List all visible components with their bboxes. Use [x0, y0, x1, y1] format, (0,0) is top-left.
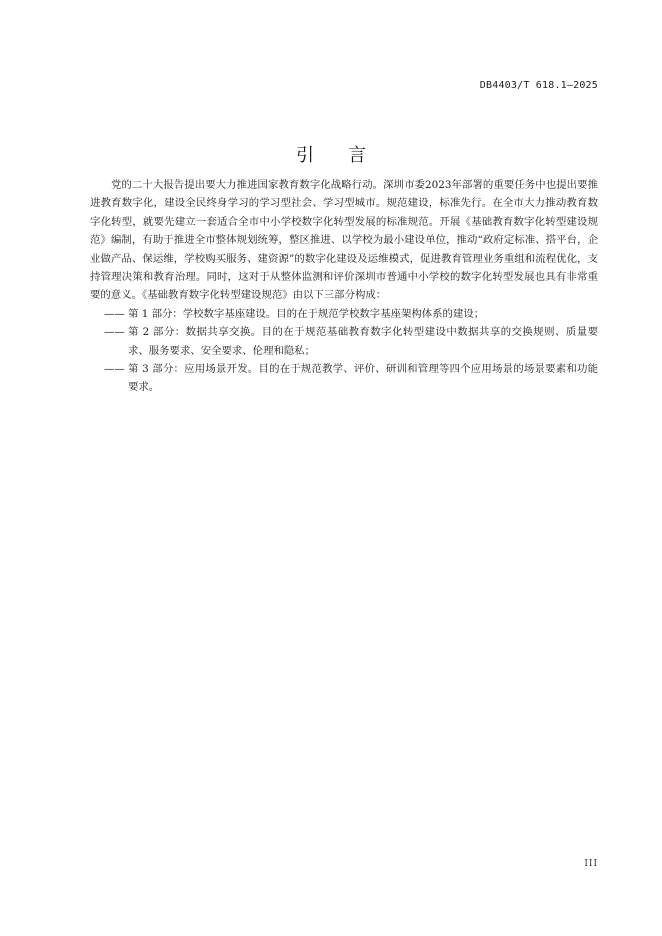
title-char-2: 言 [348, 145, 366, 166]
page-number: III [584, 859, 598, 869]
list-dash: —— [104, 307, 125, 320]
list-item [90, 305, 598, 323]
list-item [90, 360, 598, 397]
parts-list [90, 305, 598, 397]
list-dash: —— [104, 326, 125, 339]
list-dash: —— [104, 363, 125, 376]
list-item-text: 第 3 部分：应用场景开发。目的在于规范教学、评价、研训和管理等四个应用场景的场景要素和功能要求。 [128, 363, 598, 394]
page-title [0, 141, 662, 167]
list-item [90, 323, 598, 360]
document-body [90, 176, 598, 397]
intro-paragraph: 党的二十大报告提出要大力推进国家教育数字化战略行动。深圳市委2023年部署的重要任务中也提出要推进教育数字化，建设全民终身学习的学习型社会、学习型城市。规范建设，标准先行。在全市大力推动教育数字化转型，就要先建立一套适合全市中小学校数字化转型发展的标准规范。开展《基础教育数字化转型建设规范》编制，有助于推进全市整体规划统筹，整区推进、以学校为最小建设单位，推动“政府定标准、搭平台，企业做产品、保运维，学校购买服务、建资源”的数字化建设及运维模式，促进教育管理业务重组和流程优化，支持管理决策和教育治理。同时，这对于从整体监测和评价深圳市普通中小学校的数字化转型发展也具有非常重要的意义。《基础教育数字化转型建设规范》由以下三部分构成： [90, 179, 598, 302]
list-item-text: 第 2 部分：数据共享交换。目的在于规范基础教育数字化转型建设中数据共享的交换规则、质量要求、服务要求、安全要求、伦理和隐私； [128, 326, 598, 357]
list-item-text: 第 1 部分：学校数字基座建设。目的在于规范学校数字基座架构体系的建设； [128, 307, 485, 320]
title-char-1: 引 [296, 145, 314, 166]
document-code: DB4403/T 618.1—2025 [479, 80, 598, 91]
